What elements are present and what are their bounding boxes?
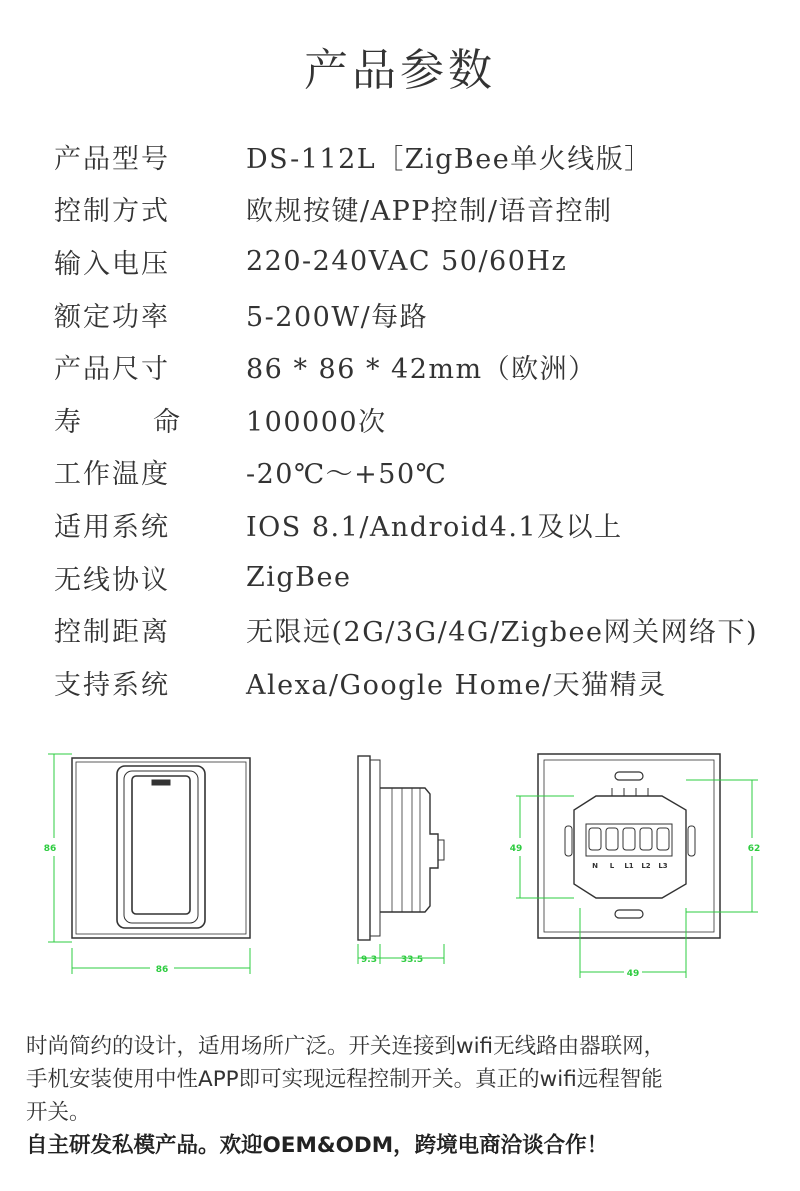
spec-label: 产品尺寸 [54, 354, 170, 386]
side-screw-left [565, 826, 572, 856]
terminal-block [586, 824, 672, 856]
oem-odm-statement: 自主研发私模产品。欢迎OEM&ODM，跨境电商洽谈合作！ [26, 1133, 609, 1158]
front-width-label: 86 [155, 965, 169, 975]
spec-label-part: 命 [153, 406, 180, 438]
spec-value: 5-200W/每路 [246, 301, 429, 333]
terminal-screw [606, 828, 618, 850]
spec-value: ZigBee [246, 561, 352, 593]
side-plate-thickness-label: 9.3 [361, 955, 377, 965]
terminal-label: L1 [624, 862, 634, 870]
indicator-led [152, 780, 170, 785]
side-screw-right [688, 826, 695, 856]
spec-value: 100000次 [246, 406, 387, 438]
side-plate [358, 756, 370, 940]
side-view-drawing [358, 756, 444, 940]
spec-row [54, 603, 794, 656]
spec-label: 支持系统 [54, 669, 170, 701]
spec-row [54, 393, 794, 446]
back-view-drawing [538, 754, 720, 938]
description-line: 开关。 [26, 1100, 91, 1125]
spec-value: DS-112L［ZigBee单火线版］ [246, 143, 653, 175]
mounting-slot-top [615, 772, 643, 780]
front-dimensions [48, 754, 250, 974]
spec-row [54, 340, 794, 393]
front-rocker-button [132, 776, 190, 914]
spec-label: 产品型号 [54, 143, 170, 175]
spec-label: 控制距离 [54, 617, 170, 649]
spec-row [54, 235, 794, 288]
terminal-screw [657, 828, 669, 850]
technical-drawings [0, 738, 800, 988]
spec-row [54, 551, 794, 604]
spec-table [54, 130, 794, 709]
terminal-screw [640, 828, 652, 850]
side-depth-label: 33.5 [400, 955, 424, 965]
terminal-label: L [609, 862, 615, 870]
spec-row [54, 130, 794, 183]
terminal-screw [623, 828, 635, 850]
front-button-inner [124, 771, 198, 923]
spec-value: Alexa/Google Home/天猫精灵 [246, 669, 667, 701]
spec-label: 控制方式 [54, 196, 170, 228]
terminal-screw [589, 828, 601, 850]
spec-row [54, 288, 794, 341]
back-right-dimension-label: 62 [747, 844, 761, 854]
back-bottom-dimension-label: 49 [626, 969, 640, 979]
spec-label [54, 400, 180, 439]
description-line: 时尚简约的设计，适用场所广泛。开关连接到wifi无线路由器联网， [26, 1034, 666, 1059]
product-description [26, 1030, 786, 1162]
spec-value: -20℃～+50℃ [246, 459, 448, 491]
spec-label: 无线协议 [54, 564, 170, 596]
side-clip [438, 840, 444, 860]
side-plate-step [370, 760, 380, 936]
front-height-label: 86 [43, 844, 57, 854]
mounting-slot-bottom [615, 910, 643, 918]
terminal-label: L3 [658, 862, 668, 870]
back-dimensions [516, 780, 758, 978]
spec-label: 输入电压 [54, 248, 170, 280]
spec-label: 适用系统 [54, 511, 170, 543]
spec-value: 86 * 86 * 42mm（欧洲） [246, 354, 597, 386]
spec-value: 无限远(2G/3G/4G/Zigbee网关网络下) [246, 617, 759, 649]
spec-row [54, 446, 794, 499]
terminal-label: N [592, 862, 598, 870]
back-left-dimension-label: 49 [509, 844, 523, 854]
terminal-labels [592, 862, 668, 870]
spec-label-part: 寿 [54, 406, 81, 438]
terminal-label: L2 [641, 862, 651, 870]
spec-row [54, 656, 794, 709]
spec-value: 220-240VAC 50/60Hz [246, 245, 568, 277]
side-body [380, 788, 438, 912]
page-title: 产品参数 [304, 45, 496, 96]
spec-row [54, 498, 794, 551]
front-button-frame [117, 766, 205, 928]
description-line: 手机安装使用中性APP即可实现远程控制开关。真正的wifi远程智能 [26, 1067, 663, 1092]
spec-value: 欧规按键/APP控制/语音控制 [246, 196, 613, 228]
spec-label: 额定功率 [54, 301, 170, 333]
spec-value: IOS 8.1/Android4.1及以上 [246, 511, 623, 543]
spec-row [54, 183, 794, 236]
spec-label: 工作温度 [54, 459, 170, 491]
front-view-drawing [72, 758, 250, 938]
front-plate-inner [76, 762, 246, 934]
